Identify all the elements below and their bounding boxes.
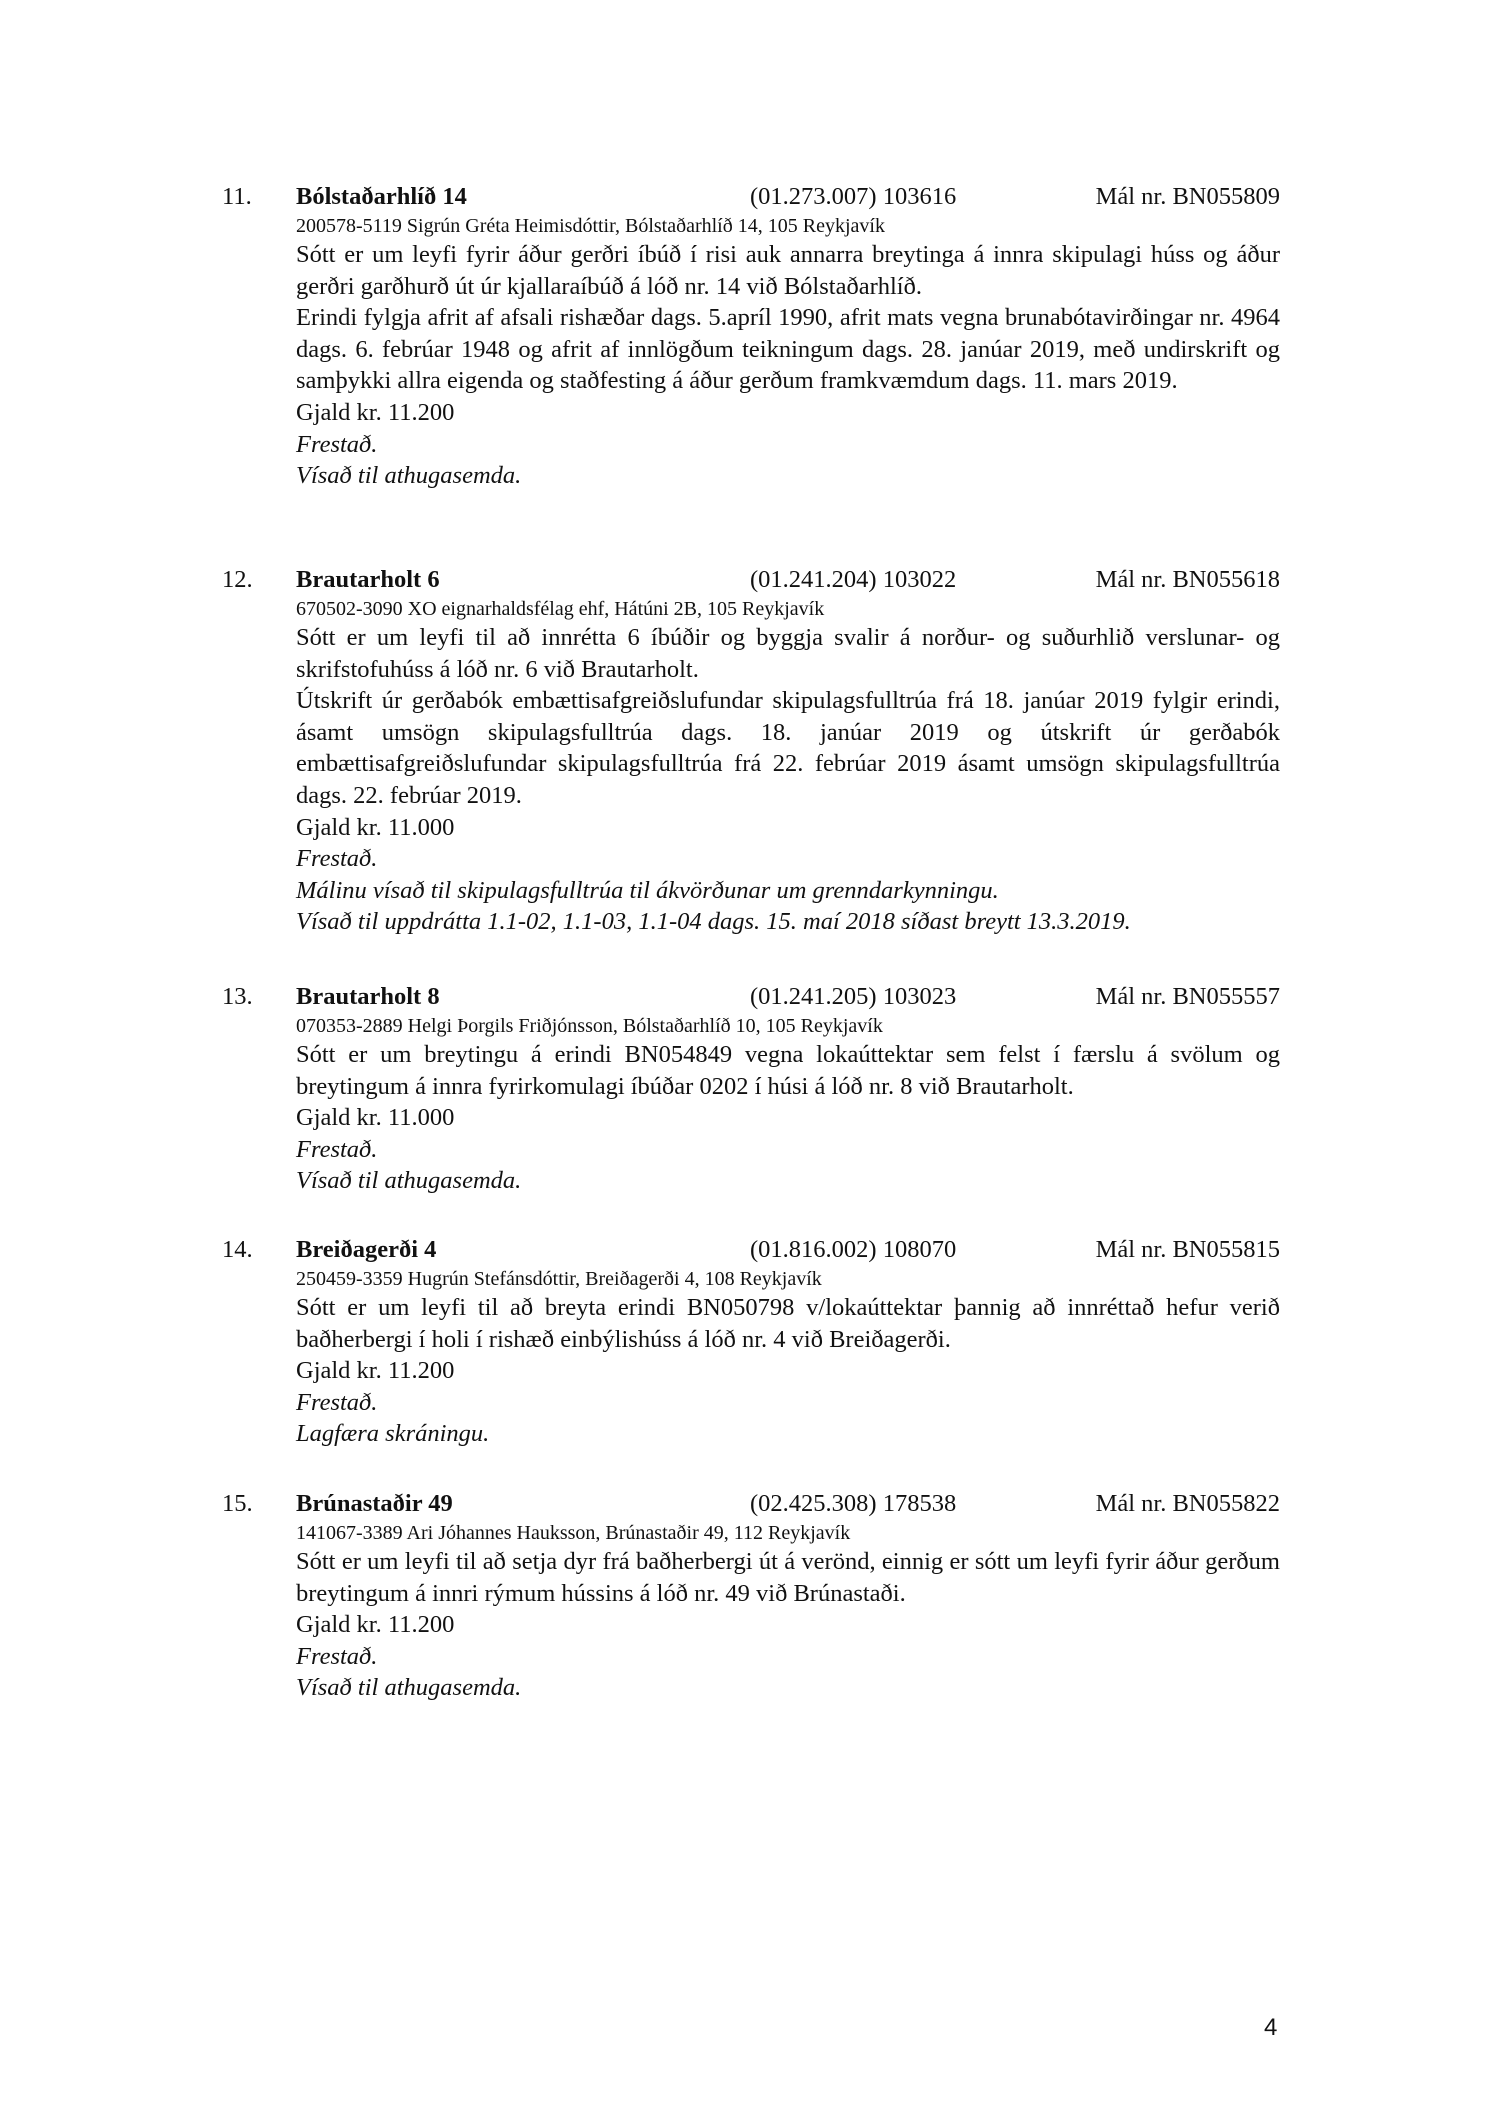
entry-address: Bólstaðarhlíð 14 (296, 183, 467, 210)
entry-applicant: 200578-5119 Sigrún Gréta Heimisdóttir, Bólstaðarhlíð 14, 105 Reykjavík (296, 215, 885, 237)
case-entry (222, 1234, 1280, 1450)
entry-reference: (01.816.002) 108070 (750, 1236, 957, 1263)
entry-description: Sótt er um leyfi til að breyta erindi BN050798 v/lokaúttektar þannig að innréttað hefur verið baðherbergi í holi í rishæð einbýlishúss á lóð nr. 4 við Breiðagerði. (296, 1294, 1280, 1353)
entry-body (296, 1013, 1280, 1197)
entry-number: 13. (222, 983, 253, 1010)
entry-case-number: Mál nr. BN055557 (1095, 983, 1280, 1010)
entry-applicant: 070353-2889 Helgi Þorgils Friðjónsson, Bólstaðarhlíð 10, 105 Reykjavík (296, 1015, 883, 1037)
entry-note: Frestað. (296, 1388, 378, 1416)
entry-description: Sótt er um leyfi til að setja dyr frá baðherbergi út á verönd, einnig er sótt um leyfi fyrir áður gerðum breytingum á innri rýmum hússins á lóð nr. 49 við Brúnastaði. (296, 1548, 1280, 1607)
case-entry (222, 981, 1280, 1197)
entry-number: 12. (222, 566, 253, 593)
entry-applicant: 670502-3090 XO eignarhaldsfélag ehf, Hátúni 2B, 105 Reykjavík (296, 598, 825, 620)
entry-address: Brautarholt 6 (296, 566, 440, 593)
entry-number: 14. (222, 1236, 253, 1263)
entry-header (222, 181, 1280, 213)
page-number: 4 (1264, 2014, 1278, 2041)
entry-applicant: 250459-3359 Hugrún Stefánsdóttir, Breiðagerði 4, 108 Reykjavík (296, 1268, 822, 1290)
entry-note: Vísað til uppdrátta 1.1-02, 1.1-03, 1.1-04 dags. 15. maí 2018 síðast breytt 13.3.2019. (296, 908, 1131, 936)
entry-description: Sótt er um leyfi til að innrétta 6 íbúðir og byggja svalir á norður- og suðurhlið verslunar- og skrifstofuhúss á lóð nr. 6 við Brautarholt. (296, 624, 1280, 683)
entry-fee: Gjald kr. 11.000 (296, 813, 455, 841)
entry-description: Sótt er um breytingu á erindi BN054849 vegna lokaúttektar sem felst í færslu á svölum og breytingum á innra fyrirkomulagi íbúðar 0202 í húsi á lóð nr. 8 við Brautarholt. (296, 1041, 1280, 1100)
entry-attachments: Útskrift úr gerðabók embættisafgreiðslufundar skipulagsfulltrúa frá 18. janúar 2019 fylgir erindi, ásamt umsögn skipulagsfulltrúa dags. 18. janúar 2019 og útskrift úr gerðabók embættisafgreiðslufundar skipulagsfulltrúa frá 22. febrúar 2019 ásamt umsögn skipulagsfulltrúa dags. 22. febrúar 2019. (296, 687, 1280, 809)
entry-body (296, 213, 1280, 492)
entry-fee: Gjald kr. 11.200 (296, 398, 455, 426)
entry-case-number: Mál nr. BN055815 (1095, 1236, 1280, 1263)
entry-address: Brautarholt 8 (296, 983, 440, 1010)
entry-header (222, 564, 1280, 596)
case-entry (222, 564, 1280, 938)
entry-fee: Gjald kr. 11.200 (296, 1357, 455, 1385)
entry-reference: (01.273.007) 103616 (750, 183, 957, 210)
entry-note: Frestað. (296, 1642, 378, 1670)
entry-note: Lagfæra skráningu. (296, 1420, 490, 1448)
entry-body (296, 596, 1280, 938)
entry-address: Brúnastaðir 49 (296, 1490, 453, 1517)
entry-reference: (02.425.308) 178538 (750, 1490, 957, 1517)
entry-case-number: Mál nr. BN055822 (1095, 1490, 1280, 1517)
case-entry (222, 181, 1280, 492)
entry-header (222, 981, 1280, 1013)
entry-note: Frestað. (296, 1135, 378, 1163)
entry-fee: Gjald kr. 11.000 (296, 1104, 455, 1132)
entry-applicant: 141067-3389 Ari Jóhannes Hauksson, Brúnastaðir 49, 112 Reykjavík (296, 1522, 851, 1544)
entry-case-number: Mál nr. BN055809 (1095, 183, 1280, 210)
entry-number: 15. (222, 1490, 253, 1517)
entry-case-number: Mál nr. BN055618 (1095, 566, 1280, 593)
entry-fee: Gjald kr. 11.200 (296, 1611, 455, 1639)
entry-reference: (01.241.205) 103023 (750, 983, 957, 1010)
entry-note: Málinu vísað til skipulagsfulltrúa til ákvörðunar um grenndarkynningu. (296, 876, 999, 904)
case-entry (222, 1488, 1280, 1704)
entry-body (296, 1266, 1280, 1450)
entry-header (222, 1488, 1280, 1520)
entry-header (222, 1234, 1280, 1266)
entry-note: Vísað til athugasemda. (296, 1674, 522, 1702)
entry-attachments: Erindi fylgja afrit af afsali rishæðar dags. 5.apríl 1990, afrit mats vegna brunabótavirðingar nr. 4964 dags. 6. febrúar 1948 og afrit af innlögðum teikningum dags. 28. janúar 2019, með undirskrift og samþykki allra eigenda og staðfesting á áður gerðum framkvæmdum dags. 11. mars 2019. (296, 304, 1280, 395)
entry-description: Sótt er um leyfi fyrir áður gerðri íbúð í risi auk annarra breytinga á innra skipulagi húss og áður gerðri garðhurð út úr kjallaraíbúð á lóð nr. 14 við Bólstaðarhlíð. (296, 241, 1280, 300)
entry-note: Frestað. (296, 845, 378, 873)
entry-number: 11. (222, 183, 252, 210)
entry-body (296, 1520, 1280, 1704)
entry-address: Breiðagerði 4 (296, 1236, 437, 1263)
entry-note: Frestað. (296, 430, 378, 458)
entry-note: Vísað til athugasemda. (296, 462, 522, 490)
entry-reference: (01.241.204) 103022 (750, 566, 957, 593)
entry-note: Vísað til athugasemda. (296, 1167, 522, 1195)
